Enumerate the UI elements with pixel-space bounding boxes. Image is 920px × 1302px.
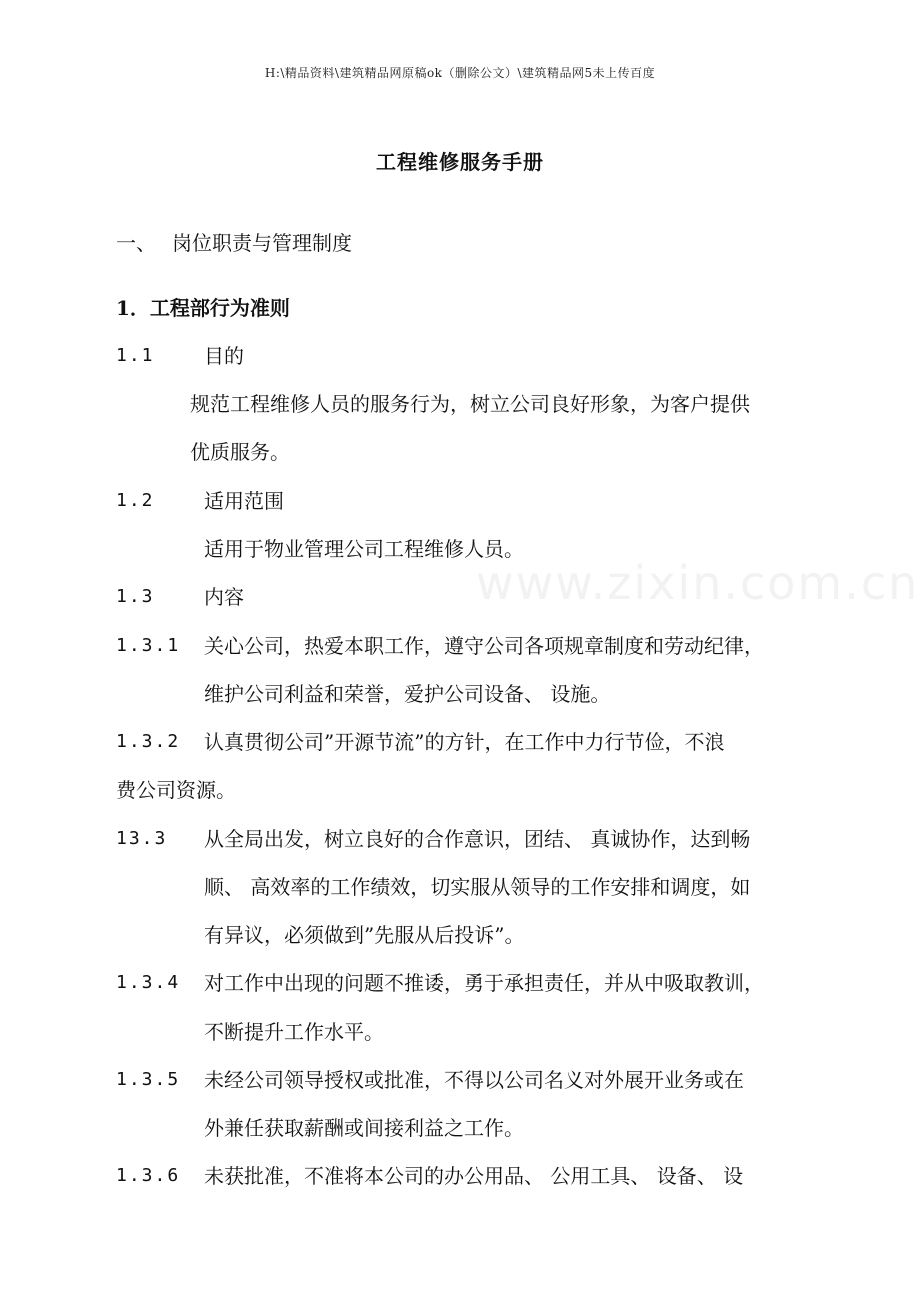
paragraph-line: 适用于物业管理公司工程维修人员。 [204,537,524,561]
item-number: 1.3.6 [116,1165,181,1186]
item-number: 1.3.4 [116,972,181,993]
item-number: 1.3 [116,586,155,607]
section-title: 岗位职责与管理制度 [172,231,352,255]
paragraph-line: 维护公司利益和荣誉，爱护公司设备、 设施。 [204,682,611,706]
paragraph-line: 顺、 高效率的工作绩效，切实服从领导的工作安排和调度，如 [204,875,751,899]
item-title: 目的 [204,344,244,368]
paragraph-line: 认真贯彻公司”开源节流”的方针，在工作中力行节俭，不浪 [204,730,725,754]
item-title: 内容 [204,585,244,609]
item-title: 适用范围 [204,489,284,513]
item-number: 1.1 [116,345,155,366]
item-number: 1.3.2 [116,731,181,752]
paragraph-line: 未经公司领导授权或批准，不得以公司名义对外展开业务或在 [204,1068,744,1092]
subsection-heading: 1．工程部行为准则 [116,296,290,320]
paragraph-line: 从全局出发，树立良好的合作意识，团结、 真诚协作，达到畅 [204,827,751,851]
paragraph-line: 对工作中出现的问题不推诿，勇于承担责任，并从中吸取教训， [204,971,764,995]
file-path-header: H:\精品资料\建筑精品网原稿ok（删除公文）\建筑精品网5未上传百度 [264,66,656,80]
paragraph-line: 规范工程维修人员的服务行为，树立公司良好形象，为客户提供 [190,392,750,416]
paragraph-line: 优质服务。 [190,440,290,464]
item-number: 1.3.5 [116,1069,181,1090]
paragraph-line: 费公司资源。 [116,778,236,802]
watermark-text: www.zixin.com.cn [476,556,920,610]
paragraph-line: 不断提升工作水平。 [204,1020,384,1044]
paragraph-line: 有异议，必须做到”先服从后投诉”。 [204,923,525,947]
paragraph-line: 关心公司，热爱本职工作，遵守公司各项规章制度和劳动纪律， [204,634,764,658]
document-title: 工程维修服务手册 [376,150,544,174]
paragraph-line: 未获批准，不准将本公司的办公用品、 公用工具、 设备、 设 [204,1164,744,1188]
item-number: 1.3.1 [116,635,181,656]
section-marker: 一、 [116,231,156,255]
item-number: 13.3 [116,828,168,849]
item-number: 1.2 [116,490,155,511]
paragraph-line: 外兼任获取薪酬或间接利益之工作。 [204,1116,524,1140]
